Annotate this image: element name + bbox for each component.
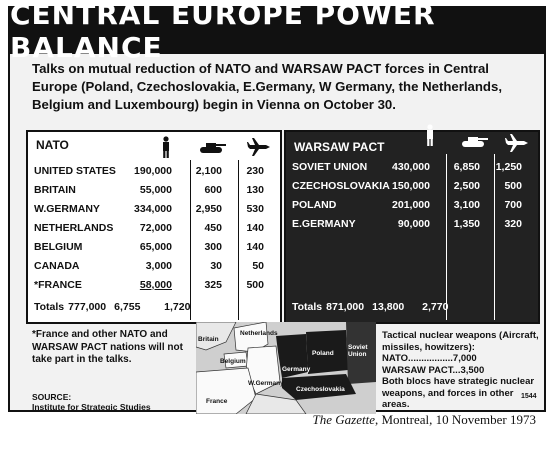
row-country: CZECHOSLOVAKIA bbox=[292, 180, 390, 192]
credit-publication: The Gazette bbox=[312, 412, 375, 427]
row-country: BRITAIN bbox=[34, 184, 76, 196]
row-tanks: 300 bbox=[204, 241, 222, 253]
tactical-nuclear-block bbox=[382, 330, 542, 376]
totals-label: Totals bbox=[292, 301, 323, 313]
row-aircraft: 500 bbox=[246, 279, 264, 291]
tactical-nato: NATO.................7,000 bbox=[382, 353, 477, 364]
row-aircraft: 140 bbox=[246, 222, 264, 234]
map-label-belgium: Belgium bbox=[220, 358, 246, 365]
row-aircraft: 140 bbox=[246, 241, 264, 253]
table-row bbox=[292, 215, 532, 233]
source-label: SOURCE: bbox=[32, 392, 72, 402]
row-troops: 58,000 bbox=[139, 279, 172, 291]
row-troops: 72,000 bbox=[139, 222, 172, 234]
nato-panel bbox=[26, 130, 282, 324]
row-troops: 190,000 bbox=[134, 165, 172, 177]
soldier-icon bbox=[424, 124, 436, 146]
row-tanks: 1,350 bbox=[453, 218, 480, 230]
row-troops: 90,000 bbox=[397, 218, 430, 230]
row-aircraft: 1,250 bbox=[495, 161, 522, 173]
row-troops: 201,000 bbox=[392, 199, 430, 211]
table-row bbox=[292, 196, 532, 214]
row-tanks: 3,100 bbox=[453, 199, 480, 211]
total-aircraft: 2,770 bbox=[422, 301, 449, 313]
row-tanks: 6,850 bbox=[453, 161, 480, 173]
totals-row bbox=[34, 298, 274, 316]
aircraft-icon bbox=[246, 136, 272, 158]
total-troops: 777,000 bbox=[68, 301, 107, 313]
france-footnote: *France and other NATO and WARSAW PACT nations will not take part in the talks. bbox=[32, 329, 183, 365]
row-tanks: 30 bbox=[210, 260, 222, 272]
row-troops: 150,000 bbox=[392, 180, 430, 192]
row-aircraft: 320 bbox=[504, 218, 522, 230]
warsaw-panel bbox=[284, 130, 540, 324]
row-troops: 430,000 bbox=[392, 161, 430, 173]
row-aircraft: 500 bbox=[504, 180, 522, 192]
nato-header: NATO bbox=[36, 138, 69, 152]
map-label-soviet: Soviet Union bbox=[348, 344, 368, 358]
tank-icon bbox=[196, 142, 226, 154]
europe-map bbox=[196, 322, 376, 414]
row-aircraft: 50 bbox=[252, 260, 264, 272]
total-tanks: 6,755 bbox=[114, 301, 141, 313]
row-tanks: 2,100 bbox=[195, 165, 222, 177]
total-tanks: 13,800 bbox=[372, 301, 405, 313]
map-label-britain: Britain bbox=[198, 336, 219, 343]
graphic-code: 1544 bbox=[521, 393, 537, 400]
row-country: POLAND bbox=[292, 199, 337, 211]
intro-text: Talks on mutual reduction of NATO and WARSAW PACT forces in Central Europe (Poland, Czechoslovakia, E.Germany, W Germany, the Netherlands, Belgium and Luxembourg) begin in Vienna on October 30. bbox=[32, 61, 502, 112]
table-row bbox=[292, 177, 532, 195]
map-label-poland: Poland bbox=[312, 350, 334, 357]
source-text: Institute for Strategic Studies bbox=[32, 402, 151, 412]
row-aircraft: 230 bbox=[246, 165, 264, 177]
row-troops: 65,000 bbox=[139, 241, 172, 253]
row-aircraft: 130 bbox=[246, 184, 264, 196]
row-tanks: 450 bbox=[204, 222, 222, 234]
row-country: NETHERLANDS bbox=[34, 222, 114, 234]
title-bar bbox=[10, 0, 544, 64]
aircraft-icon bbox=[504, 132, 530, 154]
table-row bbox=[34, 162, 274, 180]
row-country: CANADA bbox=[34, 260, 80, 272]
table-row bbox=[292, 158, 532, 176]
row-tanks: 2,950 bbox=[195, 203, 222, 215]
tactical-warsaw: WARSAW PACT...3,500 bbox=[382, 364, 485, 376]
both-blocs-note: Both blocs have strategic nuclear weapons, and forces in other areas. bbox=[382, 376, 535, 410]
map-label-wgermany: W.Germany bbox=[248, 380, 284, 387]
soldier-icon bbox=[160, 136, 172, 158]
table-row bbox=[34, 200, 274, 218]
row-tanks: 600 bbox=[204, 184, 222, 196]
credit-rest: , Montreal, 10 November 1973 bbox=[374, 412, 536, 427]
totals-label: Totals bbox=[34, 301, 65, 313]
table-row bbox=[34, 257, 274, 275]
total-troops: 871,000 bbox=[326, 301, 365, 313]
table-row bbox=[34, 238, 274, 256]
row-country: UNITED STATES bbox=[34, 165, 116, 177]
table-row bbox=[34, 276, 274, 294]
infographic-frame bbox=[8, 0, 546, 412]
page-title: CENTRAL EUROPE POWER BALANCE bbox=[10, 0, 436, 64]
row-aircraft: 700 bbox=[504, 199, 522, 211]
row-aircraft: 530 bbox=[246, 203, 264, 215]
table-row bbox=[34, 219, 274, 237]
row-troops: 3,000 bbox=[145, 260, 172, 272]
table-row bbox=[34, 181, 274, 199]
map-label-france: France bbox=[206, 398, 228, 405]
tactical-heading: Tactical nuclear weapons (Aircraft, missiles, howitzers): bbox=[382, 330, 539, 353]
row-country: BELGIUM bbox=[34, 241, 83, 253]
row-tanks: 325 bbox=[204, 279, 222, 291]
totals-row bbox=[292, 298, 532, 316]
row-troops: 55,000 bbox=[139, 184, 172, 196]
total-aircraft: 1,720 bbox=[164, 301, 191, 313]
credit-line bbox=[313, 412, 537, 428]
map-label-egermany: Germany bbox=[282, 366, 311, 373]
map-label-netherlands: Netherlands bbox=[240, 330, 278, 337]
tank-icon bbox=[458, 136, 488, 148]
row-country: *FRANCE bbox=[34, 279, 82, 291]
row-country: SOVIET UNION bbox=[292, 161, 368, 173]
source-block bbox=[32, 392, 202, 412]
warsaw-header: WARSAW PACT bbox=[294, 140, 385, 154]
row-country: E.GERMANY bbox=[292, 218, 356, 230]
row-country: W.GERMANY bbox=[34, 203, 100, 215]
map-label-czech: Czechoslovakia bbox=[296, 386, 345, 393]
row-troops: 334,000 bbox=[134, 203, 172, 215]
row-tanks: 2,500 bbox=[453, 180, 480, 192]
